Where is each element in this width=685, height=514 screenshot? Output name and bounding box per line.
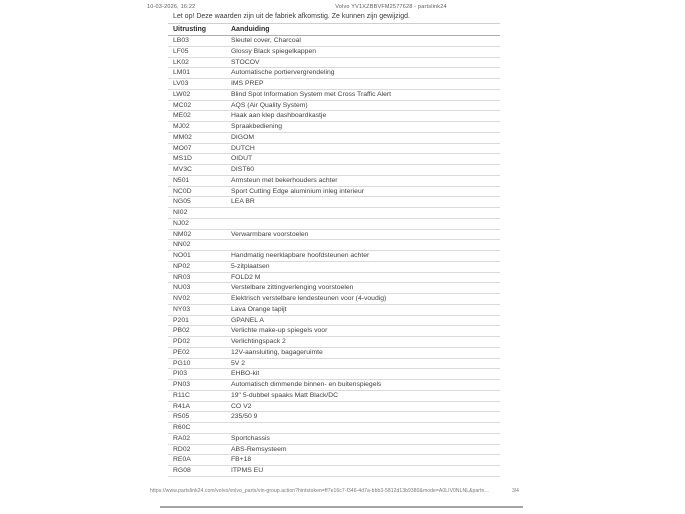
equipment-code: RG08: [173, 467, 191, 474]
equipment-code: P201: [173, 316, 189, 324]
equipment-description: Armsteun met bekerhouders achter: [231, 176, 338, 184]
table-row: [168, 101, 500, 112]
table-row: [168, 68, 500, 79]
equipment-code: PB02: [173, 327, 190, 335]
equipment-code: R505: [173, 413, 190, 421]
table-row: [168, 176, 500, 187]
equipment-code: RE0A: [173, 456, 191, 464]
print-datetime: 10-03-2026, 16:22: [147, 4, 196, 10]
equipment-description: ABS-Remsysteem: [231, 445, 287, 453]
equipment-description: Sportchassis: [231, 434, 270, 442]
equipment-description: Verstelbare zittingverlenging voorstoelen: [231, 284, 354, 292]
table-row: [168, 305, 500, 316]
page-number: 3/4: [512, 488, 519, 494]
table-row: [168, 466, 500, 477]
equipment-description: Elektrisch verstelbare lendesteunen voor (4-voudig): [231, 295, 387, 302]
equipment-code: LW02: [173, 90, 191, 98]
table-row: [168, 359, 500, 370]
equipment-description: Verlichte make-up spiegels voor: [231, 327, 328, 335]
column-header-aanduiding: Aanduiding: [231, 26, 270, 33]
equipment-description: Verwarmbare voorstoelen: [231, 230, 309, 238]
equipment-code: LV03: [173, 80, 189, 87]
equipment-description: FOLD2 M: [231, 273, 261, 281]
table-row: [168, 122, 500, 133]
equipment-code: PD02: [173, 338, 191, 345]
equipment-code: R11C: [173, 391, 190, 399]
equipment-code: NP02: [173, 262, 191, 270]
equipment-description: 235/50 9: [231, 413, 258, 421]
table-row: [168, 144, 500, 155]
table-row: [168, 154, 500, 165]
equipment-description: OIDUT: [231, 155, 253, 163]
equipment-code: PI03: [173, 370, 187, 378]
equipment-code: PN03: [173, 381, 191, 388]
equipment-description: GPANEL A: [231, 316, 264, 324]
equipment-description: STOCOV: [231, 58, 260, 66]
equipment-description: DIST60: [231, 166, 255, 173]
equipment-code: RA02: [173, 434, 191, 442]
equipment-code: NU03: [173, 284, 191, 292]
equipment-code: N501: [173, 176, 190, 184]
equipment-description: FB+18: [231, 456, 252, 464]
equipment-description: 5-zitplaatsen: [231, 262, 270, 270]
factory-values-notice: Let op! Deze waarden zijn uit de fabriek afkomstig. Ze kunnen zijn gewijzigd.: [173, 13, 410, 20]
table-row: [168, 230, 500, 241]
table-row: [168, 455, 500, 466]
table-row: [168, 294, 500, 305]
equipment-code: MS1D: [173, 155, 192, 163]
equipment-description: AQS (Air Quality System): [231, 101, 308, 109]
equipment-code: NO01: [173, 252, 191, 259]
equipment-code: LK02: [173, 58, 189, 66]
column-header-uitrusting: Uitrusting: [173, 26, 207, 33]
equipment-code: NN02: [173, 241, 191, 249]
equipment-code: LB03: [173, 37, 189, 44]
equipment-code: LM01: [173, 69, 191, 77]
equipment-description: IMS PREP: [231, 80, 264, 87]
equipment-description: DIGOM: [231, 133, 255, 141]
equipment-code: MM02: [173, 133, 192, 141]
table-row: [168, 219, 500, 230]
table-row: [168, 197, 500, 208]
table-row: [168, 326, 500, 337]
equipment-description: Haak aan klep dashboardkastje: [231, 112, 327, 120]
table-row: [168, 165, 500, 176]
equipment-description: LEA BR: [231, 198, 255, 206]
equipment-description: 19" 5-dubbel spaaks Matt Black/DC: [231, 391, 339, 399]
equipment-description: Spraakbediening: [231, 123, 283, 130]
table-row: [168, 434, 500, 445]
equipment-description: Automatische portiervergrendeling: [231, 69, 335, 77]
table-row: [168, 316, 500, 327]
equipment-code: PE02: [173, 348, 190, 356]
table-row: [168, 240, 500, 251]
table-row: [168, 380, 500, 391]
equipment-code: NM02: [173, 230, 192, 238]
table-row: [168, 369, 500, 380]
equipment-code: NG05: [173, 198, 191, 206]
equipment-code: MO07: [173, 144, 192, 152]
equipment-code: LF05: [173, 47, 189, 55]
equipment-code: MC02: [173, 101, 192, 109]
equipment-description: Handmatig neerklapbare hoofdsteunen achter: [231, 252, 370, 259]
table-row: [168, 187, 500, 198]
equipment-description: Automatisch dimmende binnen- en buitenspiegels: [231, 381, 382, 388]
equipment-code: NY03: [173, 305, 191, 313]
table-row: [168, 79, 500, 90]
equipment-description: EHBO-kit: [231, 370, 260, 378]
equipment-code: RD02: [173, 445, 191, 453]
equipment-description: Sport Cutting Edge aluminium inleg interieur: [231, 187, 364, 195]
table-row: [168, 208, 500, 219]
table-row: [168, 251, 500, 262]
table-row: [168, 47, 500, 58]
equipment-description: Verlichtingspack 2: [231, 338, 286, 345]
print-title: Volvo YV1XZBBVFM2577628 - partslink24: [335, 4, 447, 10]
table-row: [168, 36, 500, 47]
table-row: [168, 111, 500, 122]
equipment-table-header: [168, 24, 500, 36]
equipment-description: 12V-aansluiting, bagageruimte: [231, 348, 323, 356]
equipment-table-body: [168, 36, 500, 477]
table-row: [168, 133, 500, 144]
equipment-description: DUTCH: [231, 144, 255, 152]
page-bottom-edge: [160, 506, 523, 508]
table-row: [168, 412, 500, 423]
table-row: [168, 348, 500, 359]
equipment-code: NC0D: [173, 187, 192, 195]
source-url: https://www.partslink24.com/volvo/volvo_parts/vin-group.action?hintstoken=ff7e16c7-f346-4d7a-bbb3-5812d13b9380&mode=A0LIV0NLNL&partn...: [150, 488, 489, 494]
equipment-code: R60C: [173, 424, 191, 431]
equipment-code: MJ02: [173, 123, 190, 130]
equipment-description: CO V2: [231, 402, 252, 410]
equipment-description: ITPMS EU: [231, 467, 264, 474]
equipment-description: Lava Orange tapijt: [231, 305, 287, 313]
table-row: [168, 283, 500, 294]
table-row: [168, 391, 500, 402]
equipment-code: MV3C: [173, 166, 192, 173]
table-row: [168, 337, 500, 348]
table-row: [168, 402, 500, 413]
equipment-description: Sleutel cover, Charcoal: [231, 37, 301, 44]
equipment-code: NV02: [173, 295, 191, 302]
equipment-code: R41A: [173, 402, 191, 410]
equipment-code: NR03: [173, 273, 191, 281]
table-row: [168, 273, 500, 284]
equipment-code: NI02: [173, 209, 188, 216]
equipment-description: 5V 2: [231, 359, 245, 367]
table-row: [168, 90, 500, 101]
equipment-code: ME02: [173, 112, 191, 120]
equipment-code: NJ02: [173, 219, 189, 227]
table-row: [168, 423, 500, 434]
equipment-description: Glossy Black spiegelkappen: [231, 47, 317, 55]
table-row: [168, 445, 500, 456]
equipment-description: Blind Spot Information System met Cross Traffic Alert: [231, 90, 392, 98]
equipment-code: PG10: [173, 359, 191, 367]
table-row: [168, 262, 500, 273]
table-row: [168, 58, 500, 69]
